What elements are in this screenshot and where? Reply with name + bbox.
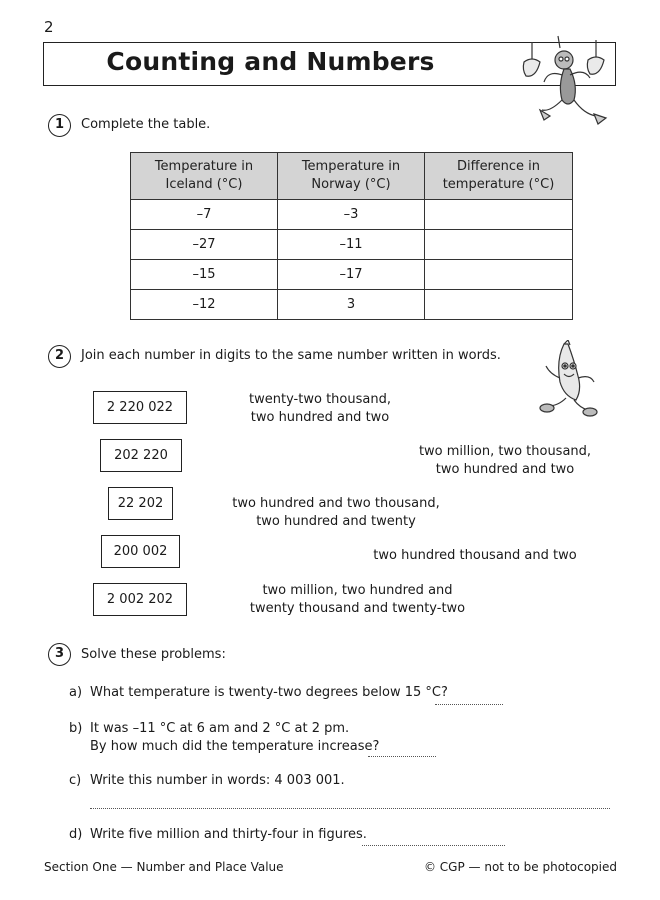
part-d-question: Write five million and thirty-four in figures. [90, 827, 367, 842]
words-phrase[interactable]: two million, two hundred and twenty thousand and twenty-two [249, 583, 466, 616]
table-row [131, 290, 573, 320]
digit-box[interactable]: 200 002 [101, 535, 180, 568]
part-c-answer-line[interactable] [90, 808, 610, 809]
norway-cell: –17 [278, 260, 425, 290]
iceland-cell: –7 [131, 200, 278, 230]
part-d-label: d) [69, 827, 83, 842]
digit-box[interactable]: 202 220 [100, 439, 182, 472]
question-3-number: 3 [48, 643, 71, 666]
temperature-table [130, 152, 573, 320]
header-difference: Difference in temperature (°C) [425, 153, 573, 200]
part-b-answer-line[interactable] [368, 756, 436, 757]
page-title: Counting and Numbers [106, 47, 435, 76]
question-2-instruction: Join each number in digits to the same number written in words. [81, 348, 501, 363]
monkey-illustration [520, 30, 615, 130]
norway-cell: –11 [278, 230, 425, 260]
part-c-question: Write this number in words: 4 003 001. [90, 773, 345, 788]
table-row [131, 200, 573, 230]
iceland-cell: –12 [131, 290, 278, 320]
part-d-answer-line[interactable] [362, 845, 505, 846]
banana-illustration [538, 340, 600, 420]
digit-box[interactable]: 2 220 022 [93, 391, 187, 424]
table-row [131, 230, 573, 260]
part-b-question-line1: It was –11 °C at 6 am and 2 °C at 2 pm. [90, 721, 350, 736]
answer-cell[interactable] [425, 290, 573, 320]
page-number: 2 [44, 18, 54, 36]
digit-box[interactable]: 2 002 202 [93, 583, 187, 616]
question-1-number: 1 [48, 114, 71, 137]
header-iceland: Temperature in Iceland (°C) [131, 153, 278, 200]
iceland-cell: –15 [131, 260, 278, 290]
question-3-instruction: Solve these problems: [81, 647, 226, 662]
words-phrase[interactable]: twenty-two thousand, two hundred and two [249, 392, 391, 425]
part-b-label: b) [69, 721, 83, 736]
answer-cell[interactable] [425, 260, 573, 290]
table-header-row [131, 153, 573, 200]
iceland-cell: –27 [131, 230, 278, 260]
part-b-question-line2: By how much did the temperature increase? [90, 739, 380, 754]
part-a-question: What temperature is twenty-two degrees below 15 °C? [90, 685, 448, 700]
part-c-label: c) [69, 773, 82, 788]
digit-box[interactable]: 22 202 [108, 487, 173, 520]
part-a-label: a) [69, 685, 83, 700]
question-2-number: 2 [48, 345, 71, 368]
footer-copyright: © CGP — not to be photocopied [423, 860, 617, 874]
norway-cell: –3 [278, 200, 425, 230]
answer-cell[interactable] [425, 200, 573, 230]
words-phrase[interactable]: two hundred and two thousand, two hundred and twenty [232, 496, 440, 529]
part-a-answer-line[interactable] [435, 704, 503, 705]
header-norway: Temperature in Norway (°C) [278, 153, 425, 200]
words-phrase[interactable]: two million, two thousand, two hundred and two [418, 444, 592, 477]
question-1-instruction: Complete the table. [81, 117, 211, 132]
answer-cell[interactable] [425, 230, 573, 260]
table-row [131, 260, 573, 290]
words-phrase[interactable]: two hundred thousand and two [373, 548, 577, 563]
footer-section: Section One — Number and Place Value [44, 860, 284, 874]
norway-cell: 3 [278, 290, 425, 320]
